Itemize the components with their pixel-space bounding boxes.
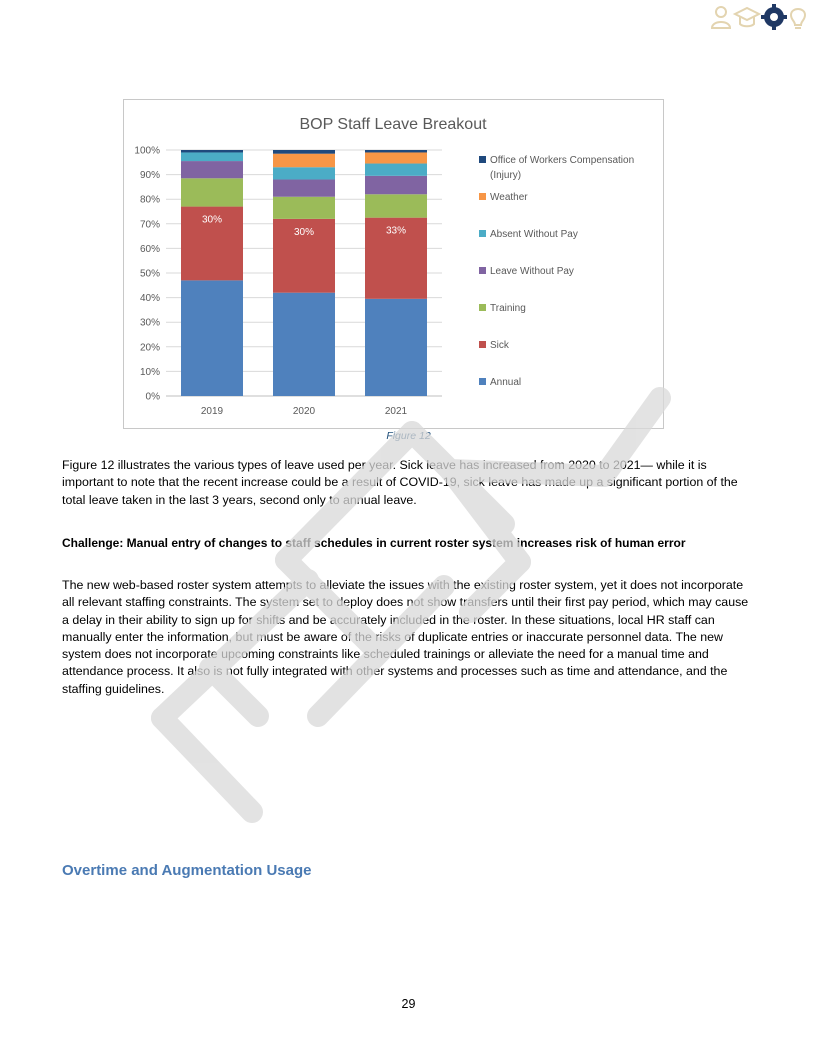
gear-icon	[761, 4, 787, 30]
data-label: 30%	[201, 214, 223, 226]
paragraph-leave-summary: Figure 12 illustrates the various types of leave used per year. Sick leave has increased from 2020 to 2021— while it is important to note that the recent increase could be a result of COVID-19, sick leave has made up a significant portion of the total leave taken in the last 3 years, second only to annual leave.	[62, 458, 738, 507]
legend-swatch	[479, 378, 486, 385]
y-tick-label: 10%	[139, 366, 160, 378]
data-label: 30%	[293, 226, 315, 238]
legend-label: Annual	[490, 377, 522, 388]
leave-breakout-chart	[124, 100, 663, 428]
bar-segment-office-of-workers-compensation-injury-	[365, 150, 427, 152]
bar-segment-absent-without-pay	[181, 152, 243, 161]
bar-segment-weather	[273, 154, 335, 168]
y-tick-label: 100%	[134, 145, 160, 157]
person-icon	[712, 7, 730, 28]
legend-swatch	[479, 267, 486, 274]
bar-segment-training	[273, 197, 335, 219]
bar-segment-annual	[181, 280, 243, 396]
lightbulb-icon	[791, 9, 805, 28]
header-icons	[709, 4, 809, 30]
data-label: 33%	[385, 225, 407, 237]
chart-container	[123, 99, 664, 429]
bar-segment-absent-without-pay	[365, 164, 427, 176]
bar-segment-annual	[273, 293, 335, 396]
y-tick-label: 40%	[139, 293, 160, 305]
x-tick-label: 2021	[384, 406, 408, 417]
page-number: 29	[401, 997, 416, 1011]
legend-label: (Injury)	[490, 170, 522, 181]
bar-segment-annual	[365, 299, 427, 396]
bar-segment-office-of-workers-compensation-injury-	[181, 150, 243, 152]
y-tick-label: 30%	[139, 317, 160, 329]
graduation-cap-icon	[735, 8, 759, 26]
chart-title: BOP Staff Leave Breakout	[299, 116, 487, 133]
legend-swatch	[479, 230, 486, 237]
bar-segment-leave-without-pay	[273, 180, 335, 197]
y-tick-label: 90%	[139, 170, 160, 182]
y-tick-label: 60%	[139, 243, 160, 255]
legend-swatch	[479, 304, 486, 311]
section-heading: Overtime and Augmentation Usage	[62, 862, 312, 879]
legend-label: Absent Without Pay	[490, 229, 578, 240]
y-tick-label: 80%	[139, 194, 160, 206]
paragraph-roster-system: The new web-based roster system attempts to alleviate the issues with the existing roster system, yet it does not incorporate all relevant staffing constraints. The system set to deploy does not show transfers until their first pay period, which may cause a delay in their ability to sign up for shifts and be accurately included in the roster. In these situations, local HR staff can manually enter the information, but must be aware of the risks of duplicate entries or inaccurate personnel data. The new system does not incorporate upcoming constraints like scheduled trainings or alleviate the need for a manual time and attendance process. It also is not fully integrated with other systems and processes such as time and attendance, and the staffing guidelines.	[62, 578, 749, 696]
x-tick-label: 2020	[292, 406, 316, 417]
y-tick-label: 0%	[145, 391, 160, 403]
bar-segment-training	[181, 178, 243, 206]
y-tick-label: 70%	[139, 219, 160, 231]
challenge-heading: Challenge: Manual entry of changes to staff schedules in current roster system increases risk of human error	[62, 536, 686, 550]
y-tick-label: 50%	[139, 268, 160, 280]
legend-swatch	[479, 156, 486, 163]
bar-segment-weather	[365, 152, 427, 163]
figure-caption: Figure 12	[386, 430, 431, 442]
legend-label: Leave Without Pay	[490, 266, 574, 277]
y-tick-label: 20%	[139, 342, 160, 354]
legend-label: Weather	[490, 192, 528, 203]
x-tick-label: 2019	[200, 406, 224, 417]
bar-segment-absent-without-pay	[273, 167, 335, 179]
legend-label: Training	[490, 303, 526, 314]
legend-label: Sick	[490, 340, 509, 351]
bar-segment-training	[365, 194, 427, 217]
bar-segment-leave-without-pay	[365, 176, 427, 194]
legend-swatch	[479, 341, 486, 348]
bar-segment-office-of-workers-compensation-injury-	[273, 150, 335, 154]
legend-label: Office of Workers Compensation	[490, 155, 635, 166]
bar-segment-leave-without-pay	[181, 161, 243, 178]
legend-swatch	[479, 193, 486, 200]
